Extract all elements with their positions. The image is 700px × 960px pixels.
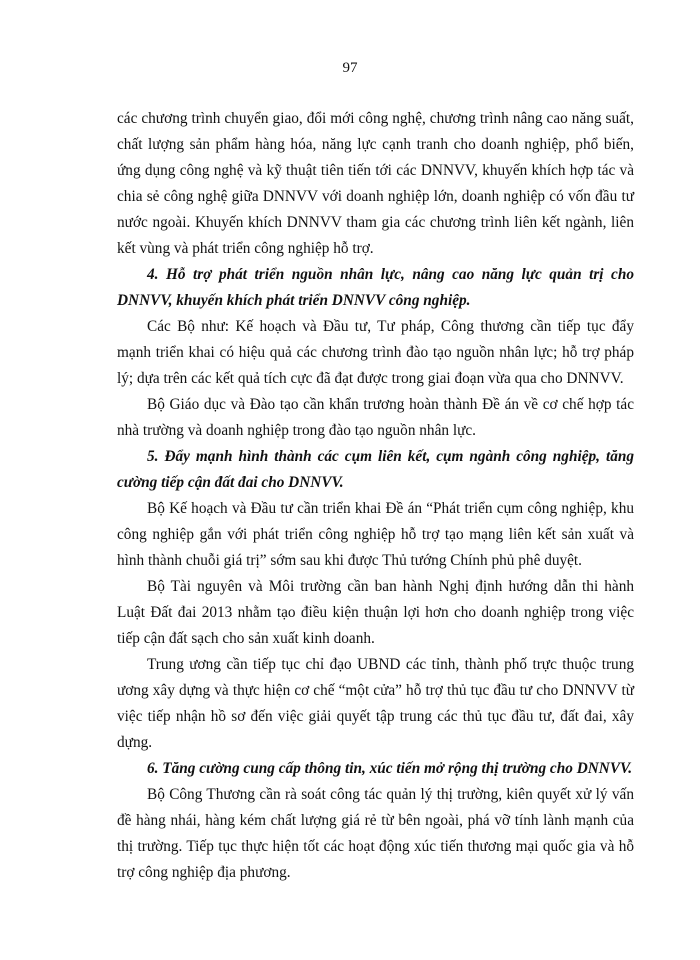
paragraph-education-ministry: Bộ Giáo dục và Đào tạo cần khẩn trương hoàn thành Đề án về cơ chế hợp tác nhà trường và doanh nghiệp trong đào tạo nguồn nhân lực. [117,396,634,439]
paragraph-industry-trade: Bộ Công Thương cần rà soát công tác quản lý thị trường, kiên quyết xử lý vấn đề hàng nhái, hàng kém chất lượng giá rẻ từ bên ngoài, phá vỡ tính lành mạnh của thị trường. Tiếp tục thực hiện tốt các hoạt động xúc tiến thương mại quốc gia và hỗ trợ công nghiệp địa phương. [117,786,634,881]
paragraph-ministries-training: Các Bộ như: Kế hoạch và Đầu tư, Tư pháp, Công thương cần tiếp tục đẩy mạnh triển khai có hiệu quả các chương trình đào tạo nguồn nhân lực; hỗ trợ pháp lý; dựa trên các kết quả tích cực đã đạt được trong giai đoạn vừa qua cho DNNVV. [117,318,634,387]
paragraph-natural-resources: Bộ Tài nguyên và Môi trường cần ban hành Nghị định hướng dẫn thi hành Luật Đất đai 2013 nhằm tạo điều kiện thuận lợi hơn cho doanh nghiệp trong việc tiếp cận đất sạch cho sản xuất kinh doanh. [117,578,634,647]
document-body [117,106,634,886]
section-heading-6: 6. Tăng cường cung cấp thông tin, xúc tiến mở rộng thị trường cho DNNVV. [147,760,633,777]
section-heading-5: 5. Đẩy mạnh hình thành các cụm liên kết, cụm ngành công nghiệp, tăng cường tiếp cận đất đai cho DNNVV. [117,448,634,491]
paragraph-central-government: Trung ương cần tiếp tục chỉ đạo UBND các tỉnh, thành phố trực thuộc trung ương xây dựng và thực hiện cơ chế “một cửa” hỗ trợ thủ tục đầu tư cho DNNVV từ việc tiếp nhận hồ sơ đến việc giải quyết tập trung các thủ tục đầu tư, đất đai, xây dựng. [117,656,634,751]
section-heading-4: 4. Hỗ trợ phát triển nguồn nhân lực, nâng cao năng lực quản trị cho DNNVV, khuyến khích phát triển DNNVV công nghiệp. [117,266,634,309]
page-number: 97 [342,60,358,76]
paragraph-planning-investment: Bộ Kế hoạch và Đầu tư cần triển khai Đề án “Phát triển cụm công nghiệp, khu công nghiệp gắn với phát triển công nghiệp hỗ trợ tạo mạng liên kết sản xuất và hình thành chuỗi giá trị” sớm sau khi được Thủ tướng Chính phủ phê duyệt. [117,500,634,569]
paragraph-continuation: các chương trình chuyển giao, đổi mới công nghệ, chương trình nâng cao năng suất, chất lượng sản phẩm hàng hóa, năng lực cạnh tranh cho doanh nghiệp, phổ biến, ứng dụng công nghệ và kỹ thuật tiên tiến tới các DNNVV, khuyến khích hợp tác và chia sẻ công nghệ giữa DNNVV với doanh nghiệp lớn, doanh nghiệp có vốn đầu tư nước ngoài. Khuyến khích DNNVV tham gia các chương trình liên kết ngành, liên kết vùng và phát triển công nghiệp hỗ trợ. [117,110,634,257]
